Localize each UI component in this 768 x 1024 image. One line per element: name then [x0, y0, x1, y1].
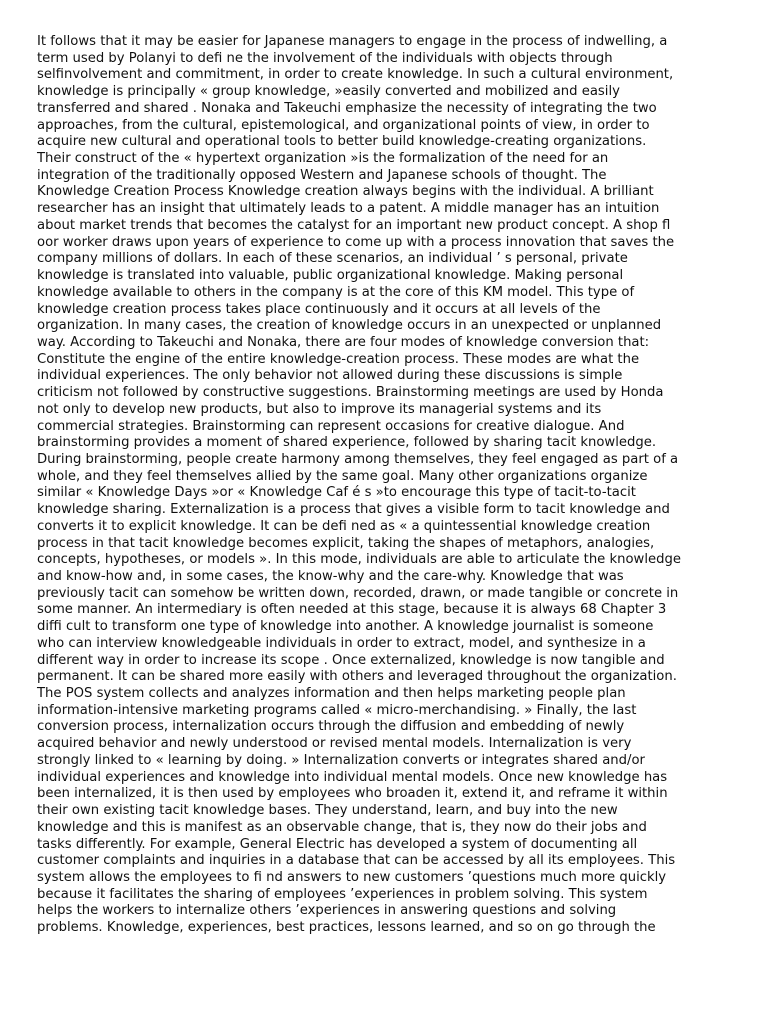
- text-line: selfinvolvement and commitment, in order to create knowledge. In such a cultural environment,: [37, 67, 674, 83]
- text-line: conversion process, internalization occurs through the diffusion and embedding of newly: [37, 719, 625, 735]
- text-line: During brainstorming, people create harmony among themselves, they feel engaged as part of a: [37, 451, 679, 467]
- text-line: previously tacit can somehow be written down, recorded, drawn, or made tangible or concrete in: [37, 585, 679, 601]
- text-line: researcher has an insight that ultimately leads to a patent. A middle manager has an intuition: [37, 201, 660, 217]
- text-line: Constitute the engine of the entire knowledge-creation process. These modes are what the: [37, 351, 640, 367]
- text-line: Knowledge Creation Process Knowledge creation always begins with the individual. A brilliant: [37, 184, 654, 200]
- text-line: organization. In many cases, the creation of knowledge occurs in an unexpected or unplanned: [37, 318, 662, 334]
- text-line: knowledge available to others in the company is at the core of this KM model. This type of: [37, 284, 635, 300]
- text-line: whole, and they feel themselves allied by the same goal. Many other organizations organize: [37, 468, 648, 484]
- text-line: knowledge creation process takes place continuously and it occurs at all levels of the: [37, 301, 601, 317]
- text-line: diffi cult to transform one type of knowledge into another. A knowledge journalist is someone: [37, 619, 654, 635]
- text-line: similar « Knowledge Days »or « Knowledge Caf é s »to encourage this type of tacit-to-tacit: [37, 485, 636, 501]
- text-line: approaches, from the cultural, epistemological, and organizational points of view, in order to: [37, 117, 650, 133]
- text-line: Their construct of the « hypertext organization »is the formalization of the need for an: [37, 151, 609, 167]
- text-line: knowledge is principally « group knowledge, »easily converted and mobilized and easily: [37, 84, 620, 100]
- text-line: system allows the employees to fi nd answers to new customers ’questions much more quickly: [37, 869, 667, 885]
- text-line: It follows that it may be easier for Japanese managers to engage in the process of indwelling, a: [37, 34, 668, 49]
- text-line: transferred and shared . Nonaka and Takeuchi emphasize the necessity of integrating the two: [37, 100, 657, 116]
- text-line: The POS system collects and analyzes information and then helps marketing people plan: [37, 686, 626, 702]
- text-line: oor worker draws upon years of experience to come up with a process innovation that saves the: [37, 234, 675, 250]
- text-line: individual experiences and knowledge into individual mental models. Once new knowledge has: [37, 769, 668, 785]
- text-line: customer complaints and inquiries in a database that can be accessed by all its employees. This: [37, 853, 676, 869]
- text-line: individual experiences. The only behavior not allowed during these discussions is simple: [37, 368, 623, 384]
- body-text: [37, 34, 737, 937]
- text-line: knowledge is translated into valuable, public organizational knowledge. Making personal: [37, 268, 624, 284]
- text-line: because it facilitates the sharing of employees ’experiences in problem solving. This system: [37, 886, 648, 902]
- text-line: term used by Polanyi to defi ne the involvement of the individuals with objects through: [37, 50, 613, 66]
- text-line: concepts, hypotheses, or models ». In this mode, individuals are able to articulate the knowledge: [37, 552, 681, 568]
- text-line: helps the workers to internalize others ’experiences in answering questions and solving: [37, 903, 617, 919]
- text-line: process in that tacit knowledge becomes explicit, taking the shapes of metaphors, analogies,: [37, 535, 655, 551]
- text-line: criticism not followed by constructive suggestions. Brainstorming meetings are used by Honda: [37, 385, 664, 401]
- text-line: about market trends that becomes the catalyst for an important new product concept. A shop fl: [37, 217, 671, 233]
- text-line: commercial strategies. Brainstorming can represent occasions for creative dialogue. And: [37, 418, 625, 434]
- text-line: who can interview knowledgeable individuals in order to extract, model, and synthesize in a: [37, 635, 646, 651]
- text-line: different way in order to increase its scope . Once externalized, knowledge is now tangible and: [37, 652, 665, 668]
- text-line: problems. Knowledge, experiences, best practices, lessons learned, and so on go through the: [37, 920, 656, 936]
- text-line: some manner. An intermediary is often needed at this stage, because it is always 68 Chapter 3: [37, 602, 667, 618]
- text-line: knowledge sharing. Externalization is a process that gives a visible form to tacit knowledge and: [37, 502, 670, 518]
- text-line: not only to develop new products, but also to improve its managerial systems and its: [37, 401, 602, 417]
- text-line: converts it to explicit knowledge. It can be defi ned as « a quintessential knowledge creation: [37, 518, 651, 534]
- text-line: integration of the traditionally opposed Western and Japanese schools of thought. The: [37, 167, 607, 183]
- text-line: strongly linked to « learning by doing. » Internalization converts or integrates shared and/or: [37, 752, 645, 768]
- text-line: way. According to Takeuchi and Nonaka, there are four modes of knowledge conversion that:: [37, 334, 650, 350]
- text-line: information-intensive marketing programs called « micro-merchandising. » Finally, the last: [37, 702, 637, 718]
- text-line: and know-how and, in some cases, the know-why and the care-why. Knowledge that was: [37, 569, 624, 584]
- text-line: permanent. It can be shared more easily with others and leveraged throughout the organization.: [37, 669, 677, 685]
- text-line: knowledge and this is manifest as an observable change, that is, they now do their jobs and: [37, 819, 647, 835]
- text-line: company millions of dollars. In each of these scenarios, an individual ’ s personal, private: [37, 251, 628, 267]
- text-line: acquired behavior and newly understood or revised mental models. Internalization is very: [37, 736, 632, 752]
- text-line: been internalized, it is then used by employees who broaden it, extend it, and reframe it within: [37, 786, 668, 802]
- text-line: brainstorming provides a moment of shared experience, followed by sharing tacit knowledge.: [37, 435, 657, 451]
- text-line: acquire new cultural and operational tools to better build knowledge-creating organizations.: [37, 134, 647, 150]
- text-line: tasks differently. For example, General Electric has developed a system of documenting all: [37, 836, 638, 852]
- text-line: their own existing tacit knowledge bases. They understand, learn, and buy into the new: [37, 803, 618, 819]
